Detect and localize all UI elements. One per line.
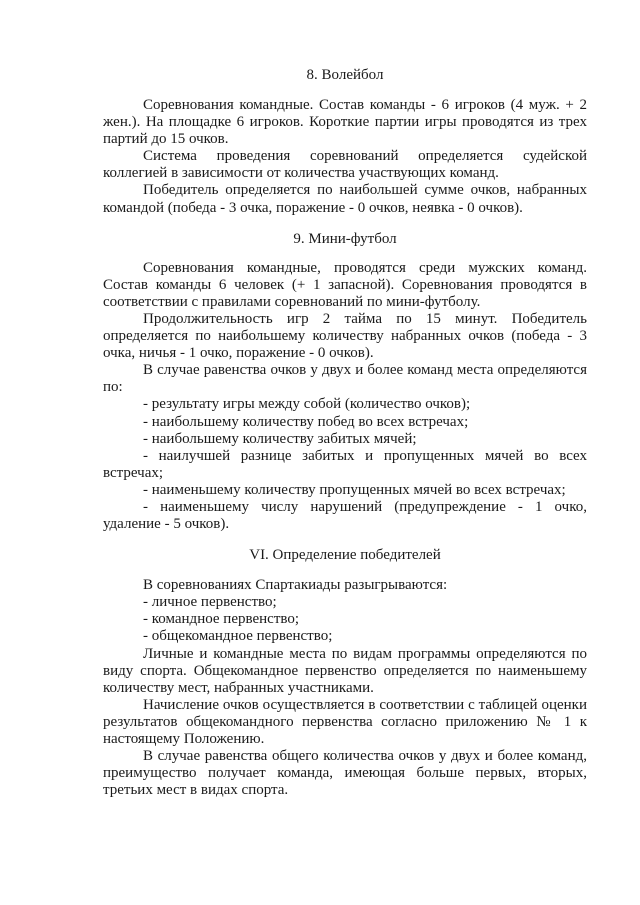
section-heading-volleyball: 8. Волейбол — [306, 67, 384, 83]
paragraph: Соревнования командные. Состав команды - 6 игроков (4 муж. + 2 жен.). На площадке 6 игроков. Короткие партии игры проводятся из трех партий до 15 очков. — [103, 97, 587, 148]
document-page — [103, 0, 587, 799]
paragraph: В соревнованиях Спартакиады разыгрываются: — [143, 577, 448, 594]
list-item: - наибольшему количеству побед во всех встречах; — [143, 413, 469, 430]
list-item: - наилучшей разнице забитых и пропущенных мячей во всех встречах; — [103, 447, 587, 481]
list-item: - личное первенство; — [143, 594, 277, 611]
list-item: - командное первенство; — [143, 611, 300, 628]
paragraph: Система проведения соревнований определяется судейской коллегией в зависимости от количества участвующих команд. — [103, 148, 587, 182]
list-item: - наименьшему числу нарушений (предупреждение - 1 очко, удаление - 5 очков). — [103, 498, 587, 533]
paragraph: В случае равенства общего количества очков у двух и более команд, преимущество получает команда, имеющая больше первых, вторых, третьих мест в видах спорта. — [103, 748, 587, 799]
section-heading-winners: VI. Определение победителей — [249, 547, 441, 564]
paragraph: Соревнования командные, проводятся среди мужских команд. Состав команды 6 человек (+ 1 запасной). Соревнования проводятся в соответствии с правилами соревнований по мини-футболу. — [103, 259, 587, 310]
paragraph: Победитель определяется по наибольшей сумме очков, набранных командой (победа - 3 очка, поражение - 0 очков, неявка - 0 очков). — [103, 182, 587, 216]
list-item: - наименьшему количеству пропущенных мячей во всех встречах; — [143, 481, 566, 498]
list-item: - результату игры между собой (количество очков); — [143, 396, 471, 413]
paragraph: В случае равенства очков у двух и более команд места определяются по: — [103, 362, 587, 396]
paragraph: Личные и командные места по видам программы определяются по виду спорта. Общекомандное первенство определяется по наименьшему количеству мест, набранных участниками. — [103, 645, 587, 696]
list-item: - наибольшему количеству забитых мячей; — [143, 430, 417, 447]
section-heading-mini-football: 9. Мини-футбол — [293, 230, 397, 247]
paragraph: Начисление очков осуществляется в соответствии с таблицей оценки результатов общекомандного первенства согласно приложению № 1 к настоящему Положению. — [103, 696, 587, 747]
paragraph: Продолжительность игр 2 тайма по 15 минут. Победитель определяется по наибольшему количеству набранных очков (победа - 3 очка, ничья - 1 очко, поражение - 0 очков). — [103, 310, 587, 362]
list-item: - общекомандное первенство; — [143, 628, 333, 645]
